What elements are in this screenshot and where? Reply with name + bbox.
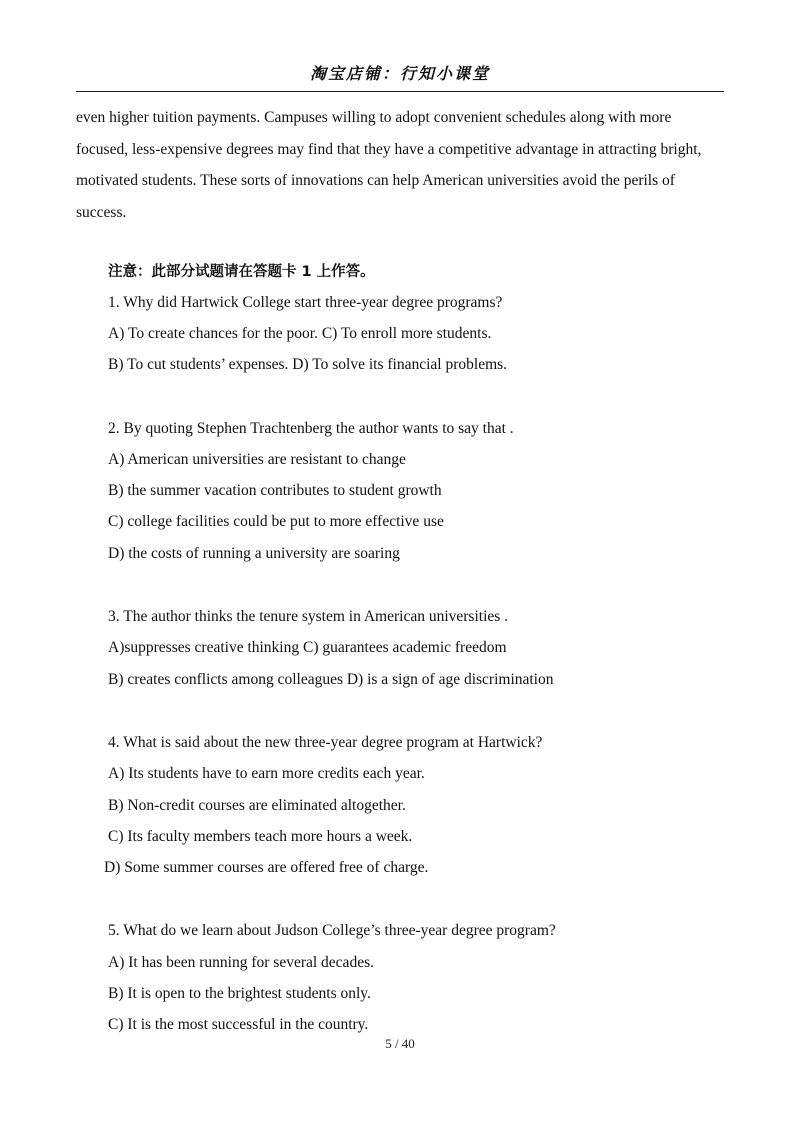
question-4-option: C) Its faculty members teach more hours a week.: [108, 828, 413, 845]
intro-line: even higher tuition payments. Campuses willing to adopt convenient schedules along with more: [76, 109, 672, 126]
question-3-option: A)suppresses creative thinking C) guarantees academic freedom: [108, 639, 507, 656]
question-4-stem: 4. What is said about the new three-year degree program at Hartwick?: [108, 734, 543, 751]
question-3-stem: 3. The author thinks the tenure system in American universities .: [108, 608, 509, 625]
question-5-option: C) It is the most successful in the country.: [108, 1016, 369, 1033]
intro-paragraph: [76, 102, 736, 228]
question-5-option: A) It has been running for several decades.: [108, 954, 374, 971]
page-number: 5 / 40: [385, 1036, 415, 1051]
question-2-option: C) college facilities could be put to more effective use: [108, 513, 444, 530]
question-2-option: B) the summer vacation contributes to student growth: [108, 482, 442, 499]
question-1-option: B) To cut students’ expenses. D) To solve its financial problems.: [108, 356, 508, 373]
intro-line: focused, less-expensive degrees may find that they have a competitive advantage in attracting bright,: [76, 140, 702, 158]
question-1-stem: 1. Why did Hartwick College start three-year degree programs?: [108, 294, 503, 311]
question-2-option: A) American universities are resistant to change: [108, 451, 406, 468]
answer-note: 注意：此部分试题请在答题卡 1 上作答。: [108, 264, 375, 280]
question-2-option: D) the costs of running a university are soaring: [108, 545, 400, 562]
header-divider: [76, 91, 724, 92]
question-1-option: A) To create chances for the poor. C) To enroll more students.: [108, 325, 492, 342]
question-4-option: D) Some summer courses are offered free of charge.: [104, 859, 429, 876]
question-4-option: A) Its students have to earn more credits each year.: [108, 765, 425, 782]
intro-line: motivated students. These sorts of innovations can help American universities avoid the perils of: [76, 172, 675, 189]
header-title: 淘宝店铺：行知小课堂: [309, 64, 490, 83]
intro-line: success.: [76, 203, 127, 221]
question-3-option: B) creates conflicts among colleagues D) is a sign of age discrimination: [108, 671, 554, 688]
question-4-option: B) Non-credit courses are eliminated altogether.: [108, 797, 406, 814]
question-5-option: B) It is open to the brightest students only.: [108, 985, 371, 1002]
question-5-stem: 5. What do we learn about Judson College’s three-year degree program?: [108, 922, 556, 939]
question-2-stem: 2. By quoting Stephen Trachtenberg the author wants to say that .: [108, 420, 514, 437]
